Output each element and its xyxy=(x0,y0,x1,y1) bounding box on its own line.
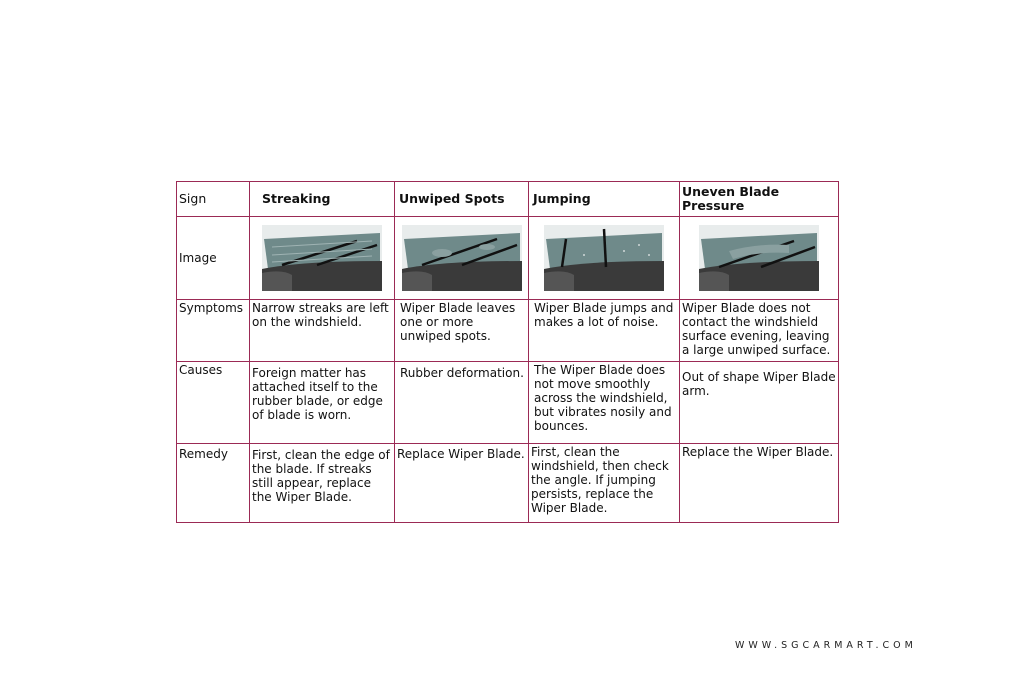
causes-unwiped-spots: Rubber deformation. xyxy=(395,362,529,444)
image-cell-unwiped-spots xyxy=(395,217,529,300)
symptoms-streaking: Narrow streaks are left on the windshield. xyxy=(250,300,395,362)
image-cell-streaking xyxy=(250,217,395,300)
symptoms-unwiped-spots: Wiper Blade leaves one or more unwiped spots. xyxy=(395,300,529,362)
remedy-jumping: First, clean the windshield, then check the angle. If jumping persists, replace the Wiper Blade. xyxy=(529,444,680,523)
remedy-uneven-blade-pressure: Replace the Wiper Blade. xyxy=(680,444,839,523)
header-streaking: Streaking xyxy=(250,182,395,217)
symptoms-jumping: Wiper Blade jumps and makes a lot of noise. xyxy=(529,300,680,362)
uneven-pressure-car-image xyxy=(699,225,819,291)
remedy-streaking: First, clean the edge of the blade. If streaks still appear, replace the Wiper Blade. xyxy=(250,444,395,523)
jumping-car-image xyxy=(544,225,664,291)
causes-uneven-blade-pressure: Out of shape Wiper Blade arm. xyxy=(680,362,839,444)
causes-jumping: The Wiper Blade does not move smoothly across the windshield, but vibrates nosily and bounces. xyxy=(529,362,680,444)
image-label: Image xyxy=(177,217,250,300)
symptoms-row xyxy=(177,300,839,362)
header-unwiped-spots: Unwiped Spots xyxy=(395,182,529,217)
streaking-car-image xyxy=(262,225,382,291)
header-jumping: Jumping xyxy=(529,182,680,217)
remedy-label: Remedy xyxy=(177,444,250,523)
site-watermark: WWW.SGCARMART.COM xyxy=(735,640,917,651)
symptoms-uneven-blade-pressure: Wiper Blade does not contact the windshield surface evening, leaving a large unwiped surface. xyxy=(680,300,839,362)
causes-streaking: Foreign matter has attached itself to the rubber blade, or edge of blade is worn. xyxy=(250,362,395,444)
symptoms-label: Symptoms xyxy=(177,300,250,362)
header-uneven-blade-pressure: Uneven Blade Pressure xyxy=(680,182,839,217)
wiper-problems-table xyxy=(176,181,839,523)
image-cell-uneven-blade-pressure xyxy=(680,217,839,300)
causes-label: Causes xyxy=(177,362,250,444)
image-row xyxy=(177,217,839,300)
causes-row xyxy=(177,362,839,444)
header-sign: Sign xyxy=(177,182,250,217)
header-row xyxy=(177,182,839,217)
unwiped-spots-car-image xyxy=(402,225,522,291)
remedy-row xyxy=(177,444,839,523)
remedy-unwiped-spots: Replace Wiper Blade. xyxy=(395,444,529,523)
image-cell-jumping xyxy=(529,217,680,300)
